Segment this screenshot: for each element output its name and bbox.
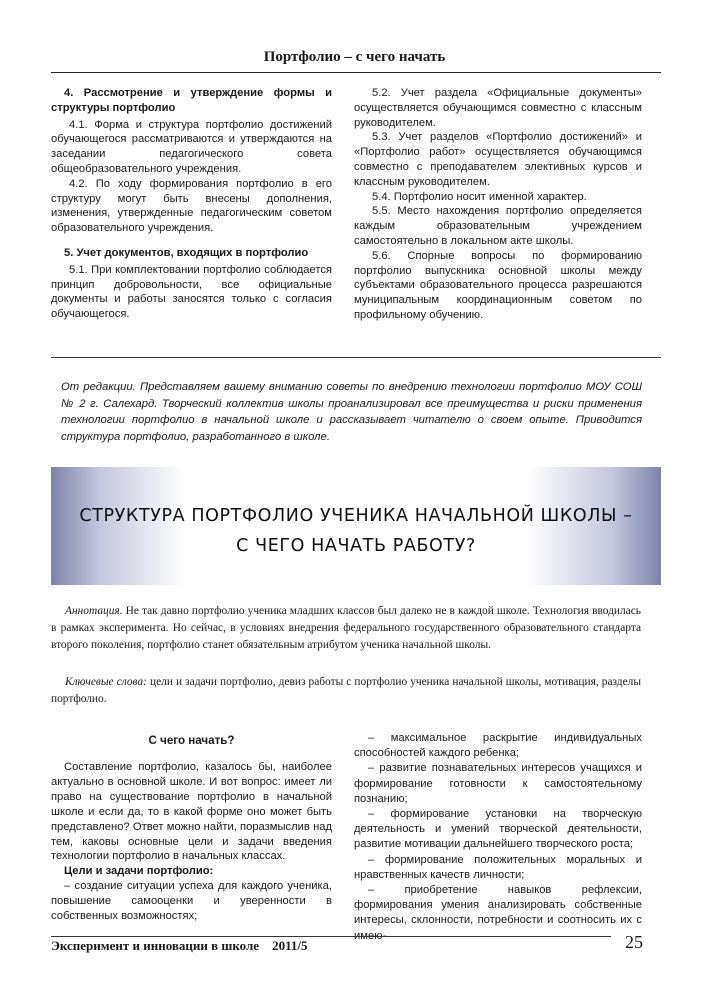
journal-issue: 2011/5	[272, 938, 308, 953]
abstract-text: Не так давно портфолио ученика младших классов был далеко не в каждой школе. Технология вводилась в рамках эксперимента. Но сейчас, в условиях внедрения федерального государственного образовательного стандарта второго поколения, портфолио станет обязательным атрибутом ученика начальной школы.	[51, 605, 641, 651]
right-column-top	[354, 86, 642, 323]
keywords	[51, 674, 641, 708]
paragraph-4-2: 4.2. По ходу формирования портфолио в его структуру могут быть внесены дополнения, изменения, утвержденные педагогическим советом образовательного учреждения.	[51, 177, 332, 235]
article-title-banner	[51, 467, 661, 585]
intro-paragraph: Составление портфолио, казалось бы, наиболее актуально в основной школе. И вот вопрос: имеет ли право на существование портфолио в начальной школе и если да, то в какой форме оно может быть представлено? Ответ можно найти, поразмыслив над тем, каковы основные цели и задачи введения технологии портфолио в начальных классах.	[51, 761, 332, 863]
paragraph-5-6: 5.6. Спорные вопросы по формированию портфолио выпускника основной школы между субъектами образовательного процесса разрешаются муниципальным координационным советом по профильному обучению.	[354, 249, 642, 321]
editor-note: От редакции. Представляем вашему вниманию советы по внедрению технологии портфолио МОУ СОШ № 2 г. Салехард. Творческий коллектив школы проанализировал все преимущества и риски применения технологии портфолио в начальной школе и рассказывает читателю о своем опыте. Приводится структура портфолио, разработанного в школе.	[61, 381, 642, 443]
section-5-title: 5. Учет документов, входящих в портфолио	[64, 246, 309, 259]
left-column-bottom	[51, 760, 332, 924]
goal-item: – создание ситуации успеха для каждого ученика, повышение самооценки и уверенности в собственных возможностях;	[51, 880, 332, 923]
section-divider	[51, 357, 661, 358]
goal-item: – развитие познавательных интересов учащихся и формирование готовности к самостоятельному познанию;	[354, 762, 642, 805]
paragraph-4-1: 4.1. Форма и структура портфолио достижений обучающегося рассматриваются и утверждаются на заседании педагогического совета общеобразовательного учреждения.	[51, 118, 332, 175]
abstract-label: Аннотация.	[65, 605, 123, 617]
abstract	[51, 603, 641, 653]
journal-name: Эксперимент и инновации в школе	[51, 938, 260, 953]
subsection-heading: С чего начать?	[148, 734, 235, 747]
goal-item: – формирование положительных моральных и нравственных качеств личности;	[354, 853, 642, 881]
paragraph-5-5: 5.5. Место нахождения портфолио определяется каждым образовательным учреждением самостоятельно в локальном акте школы.	[354, 205, 642, 247]
footer-journal	[51, 938, 307, 954]
paragraph-5-3: 5.3. Учет разделов «Портфолио достижений» и «Портфолио работ» осуществляется обучающимся совместно с преподавателем элективных курсов и классным руководителем.	[354, 131, 642, 188]
paragraph-5-1: 5.1. При комплектовании портфолио соблюдается принцип добровольности, все официальные документы и работы заносятся только с согласия обучающегося.	[51, 263, 332, 321]
header-rule	[51, 72, 661, 73]
keywords-text: цели и задачи портфолио, девиз работы с портфолио ученика начальной школы, мотивация, разделы портфолио.	[51, 676, 641, 705]
goals-title: Цели и задачи портфолио:	[64, 865, 214, 878]
paragraph-5-2: 5.2. Учет раздела «Официальные документы» осуществляется обучающимся совместно с классным руководителем.	[354, 87, 642, 129]
goal-item: – приобретение навыков рефлексии, формирования умения анализировать собственные интересы, склонности, потребности и соотносить их с имею-	[354, 884, 642, 942]
section-4-title: 4. Рассмотрение и утверждение формы и структуры портфолио	[51, 87, 332, 114]
running-title: Портфолио – с чего начать	[263, 49, 446, 65]
footer-rule	[51, 936, 611, 937]
spacer	[51, 236, 332, 246]
paragraph-5-4: 5.4. Портфолио носит именной характер.	[372, 190, 587, 203]
keywords-label: Ключевые слова:	[65, 676, 147, 688]
article-title-line-2: С ЧЕГО НАЧАТЬ РАБОТУ?	[236, 536, 476, 556]
article-title	[63, 501, 649, 561]
page-number: 25	[625, 932, 643, 952]
goal-item: – максимальное раскрытие индивидуальных способностей каждого ребенка;	[354, 732, 642, 760]
article-title-line-1: СТРУКТУРА ПОРТФОЛИО УЧЕНИКА НАЧАЛЬНОЙ ШКОЛЫ –	[79, 506, 633, 526]
left-column-top	[51, 86, 332, 322]
right-column-bottom	[354, 731, 642, 944]
goal-item: – формирование установки на творческую деятельность и умений творческой деятельности, развитие мотивации дальнейшего творческого роста;	[354, 808, 642, 851]
